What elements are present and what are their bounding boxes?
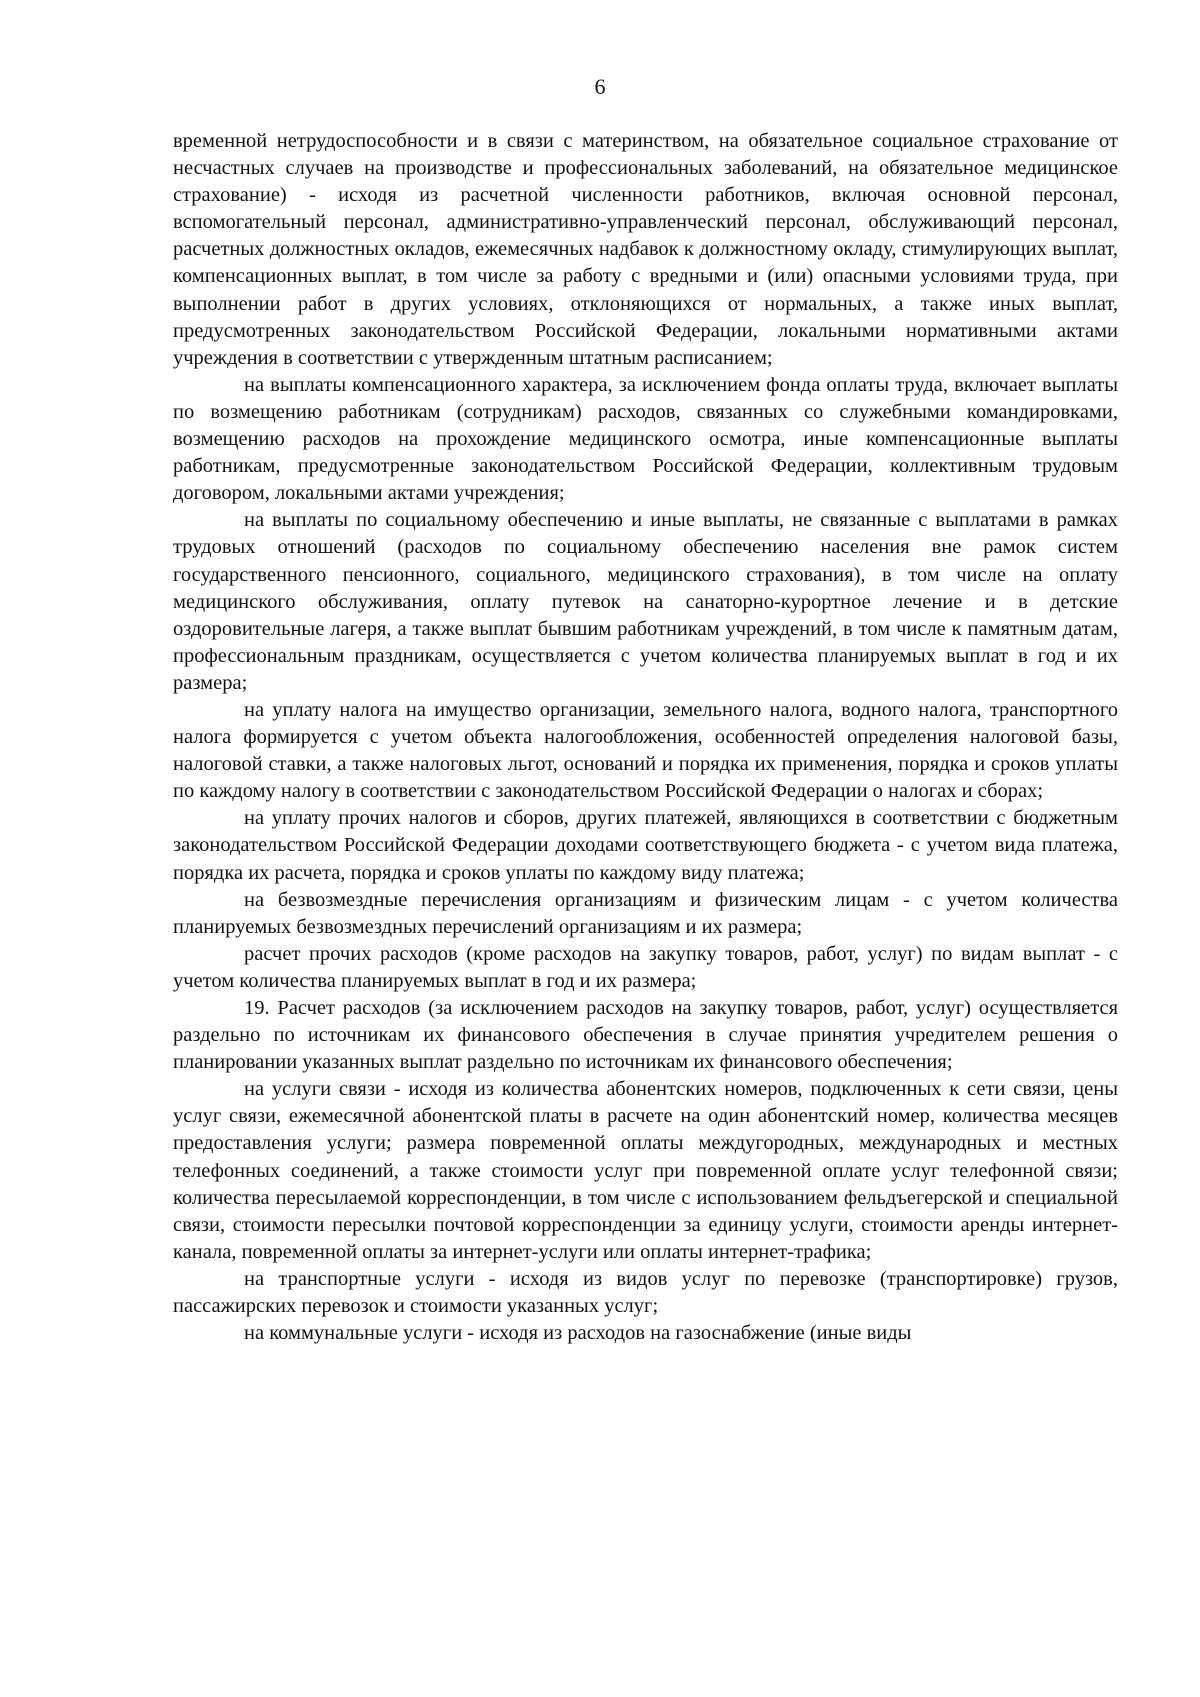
page-number: 6 [594, 74, 606, 99]
paragraph-social-payments: на выплаты по социальному обеспечению и иные выплаты, не связанные с выплатами в рамках трудовых отношений (расходов по социальному обеспечению населения вне рамок систем государственного пенсионного, социального, медицинского страхования), в том числе на оплату медицинского обслуживания, оплату путевок на санаторно-курортное лечение и в детские оздоровительные лагеря, а также выплат бывшим работникам учреждений, в том числе к памятным датам, профессиональным праздникам, осуществляется с учетом количества планируемых выплат в год и их размера; [173, 509, 1118, 694]
paragraph-continuation: временной нетрудоспособности и в связи с материнством, на обязательное социальное страхование от несчастных случаев на производстве и профессиональных заболеваний, на обязательное медицинское страхование) - исходя из расчетной численности работников, включая основной персонал, вспомогательный персонал, административно-управленческий персонал, обслуживающий персонал, расчетных должностных окладов, ежемесячных надбавок к должностному окладу, стимулирующих выплат, компенсационных выплат, в том числе за работу с вредными и (или) опасными условиями труда, при выполнении работ в других условиях, отклоняющихся от нормальных, а также иных выплат, предусмотренных законодательством Российской Федерации, локальными нормативными актами учреждения в соответствии с утвержденным штатным расписанием; [173, 130, 1118, 369]
paragraph-item-19: 19. Расчет расходов (за исключением расходов на закупку товаров, работ, услуг) осуществляется раздельно по источникам их финансового обеспечения в случае принятия учредителем решения о планировании указанных выплат раздельно по источникам их финансового обеспечения; [173, 997, 1118, 1074]
paragraph-communication-services: на услуги связи - исходя из количества абонентских номеров, подключенных к сети связи, цены услуг связи, ежемесячной абонентской платы в расчете на один абонентский номер, количества месяцев предоставления услуги; размера повременной оплаты междугородных, международных и местных телефонных соединений, а также стоимости услуг при повременной оплате услуг телефонной связи; количества пересылаемой корреспонденции, в том числе с использованием фельдъегерской и специальной связи, стоимости пересылки почтовой корреспонденции за единицу услуги, стоимости аренды интернет-канала, повременной оплаты за интернет-услуги или оплаты интернет-трафика; [173, 1078, 1118, 1263]
paragraph-gratuitous-transfers: на безвозмездные перечисления организациям и физическим лицам - с учетом количества планируемых безвозмездных перечислений организациям и их размера; [173, 888, 1118, 938]
paragraph-transport-services: на транспортные услуги - исходя из видов услуг по перевозке (транспортировке) грузов, пассажирских перевозок и стоимости указанных услуг; [173, 1267, 1118, 1318]
paragraph-compensation-payments: на выплаты компенсационного характера, за исключением фонда оплаты труда, включает выплаты по возмещению работникам (сотрудникам) расходов, связанных со служебными командировками, возмещению расходов на прохождение медицинского осмотра, иные компенсационные выплаты работникам, предусмотренные законодательством Российской Федерации, коллективным трудовым договором, локальными актами учреждения; [173, 373, 1118, 505]
paragraph-utility-services: на коммунальные услуги - исходя из расходов на газоснабжение (иные виды [244, 1322, 912, 1345]
document-body [173, 128, 1118, 1347]
paragraph-other-taxes: на уплату прочих налогов и сборов, других платежей, являющихся в соответствии с бюджетным законодательством Российской Федерации доходами соответствующего бюджета - с учетом вида платежа, порядка их расчета, порядка и сроков уплаты по каждому виду платежа; [173, 807, 1118, 884]
paragraph-property-tax: на уплату налога на имущество организации, земельного налога, водного налога, транспортного налога формируется с учетом объекта налогообложения, особенностей определения налоговой базы, налоговой ставки, а также налоговых льгот, оснований и порядка их применения, порядка и сроков уплаты по каждому налогу в соответствии с законодательством Российской Федерации о налогах и сборах; [173, 698, 1118, 803]
paragraph-other-expenses: расчет прочих расходов (кроме расходов на закупку товаров, работ, услуг) по видам выплат - с учетом количества планируемых выплат в год и их размера; [173, 942, 1118, 992]
